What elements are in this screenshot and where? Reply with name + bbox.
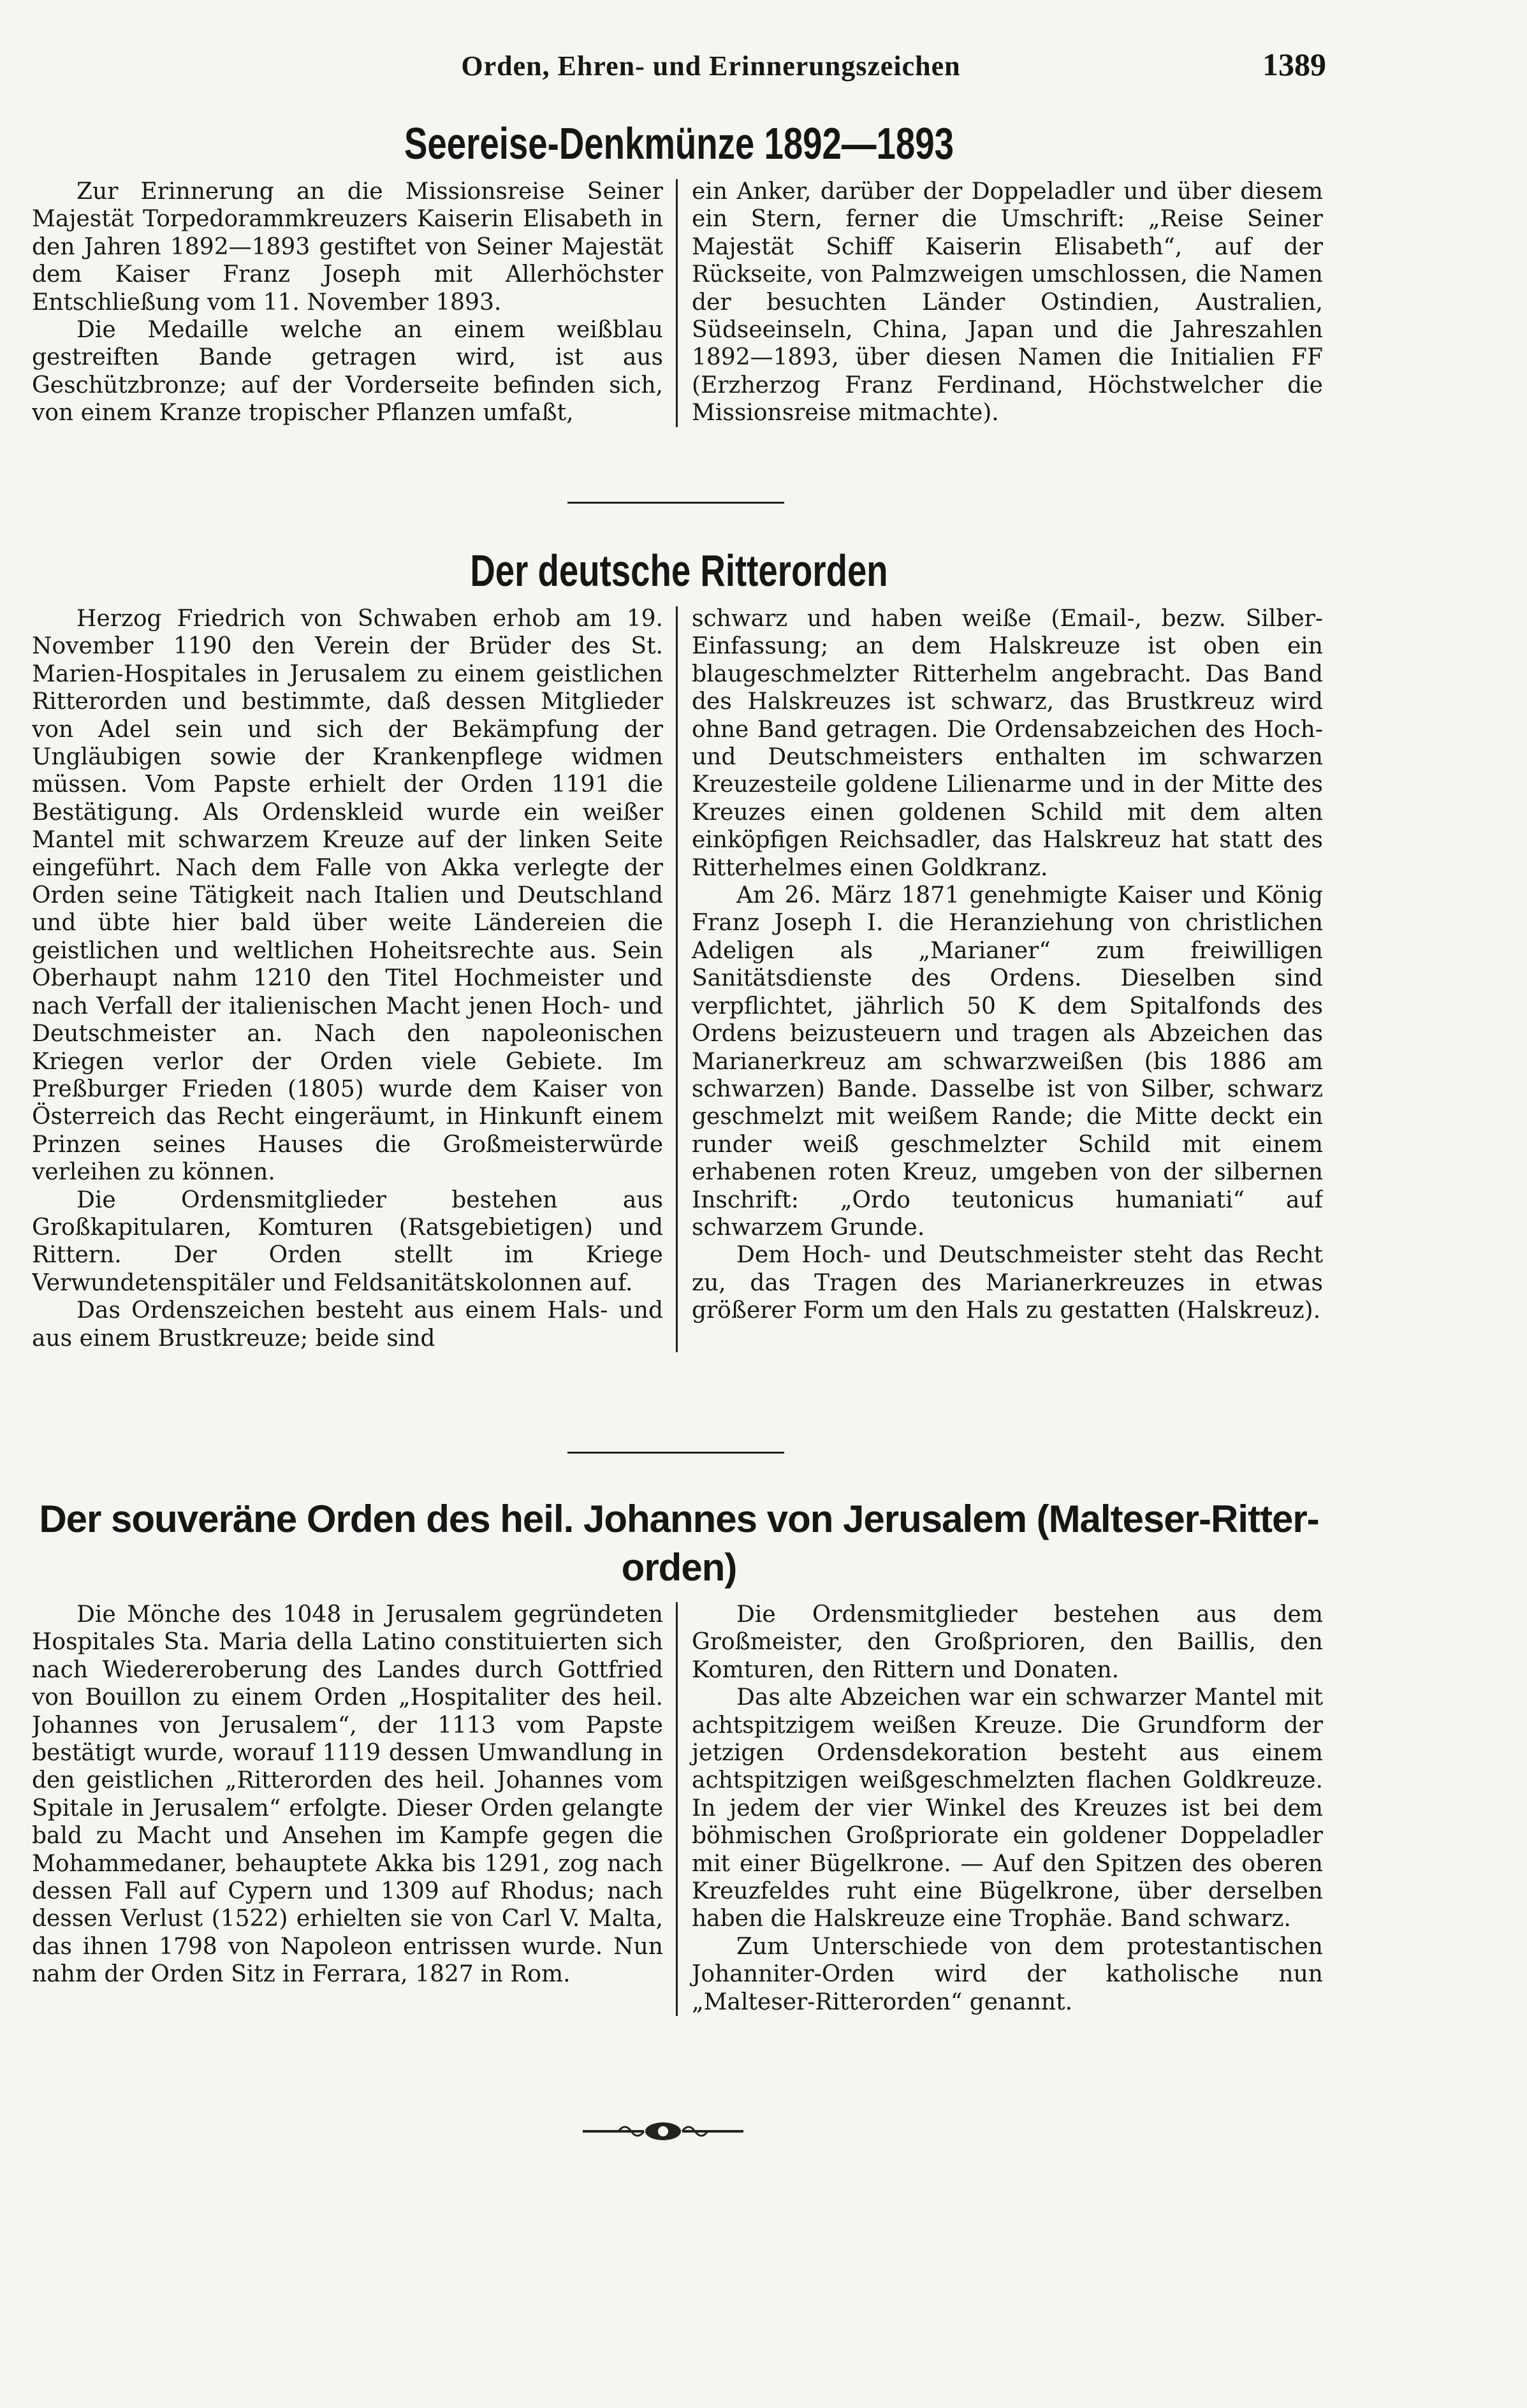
- section-title: Der souveräne Orden des heil. Johannes von Jerusalem (Malteser-Ritter-orden): [39, 1498, 1319, 1589]
- running-title: Orden, Ehren- und Erinnerungszeichen: [461, 50, 961, 82]
- two-column-text: [32, 178, 1326, 427]
- paragraph: Dem Hoch- und Deutschmeister steht das Recht zu, das Tragen des Marianerkreuzes in etwas größerer Form um den Hals zu gestatten (Halskreuz).: [692, 1242, 1323, 1324]
- section-divider: [567, 1452, 784, 1454]
- section-deutscher-ritterorden: [32, 545, 1326, 1352]
- paragraph: Zum Unterschiede von dem protestantischen Johanniter-Orden wird der katholische nun „Malteser-Ritterorden“ genannt.: [692, 1933, 1323, 2015]
- left-column: [32, 178, 676, 427]
- section-title: Der deutsche Ritterorden: [470, 546, 888, 595]
- paragraph: schwarz und haben weiße (Email-, bezw. Silber-Einfassung; an dem Halskreuze ist oben ein blaugeschmelzter Ritterhelm angebracht. Das Band des Halskreuzes ist schwarz, das Brustkreuz wird ohne Band getragen. Die Ordensabzeichen des Hoch- und Deutschmeisters enthalten im schwarzen Kreuzesteile goldene Lilienarme und in der Mitte des Kreuzes einen goldenen Schild mit dem alten einköpfigen Reichsadler, das Halskreuz hat statt des Ritterhelmes einen Goldkranz.: [692, 606, 1323, 881]
- paragraph: Die Ordensmitglieder bestehen aus Großkapitularen, Komturen (Ratsgebietigen) und Rittern. Der Orden stellt im Kriege Verwundetenspitäler und Feldsanitätskolonnen auf.: [32, 1186, 663, 1296]
- right-column: [678, 178, 1323, 427]
- two-column-text: [32, 605, 1326, 1352]
- paragraph: Am 26. März 1871 genehmigte Kaiser und König Franz Joseph I. die Heranziehung von christlichen Adeligen als „Marianer“ zum freiwilligen Sanitätsdienste des Ordens. Dieselben sind verpflichtet, jährlich 50 K dem Spitalfonds des Ordens beizusteuern und tragen als Abzeichen das Marianerkreuz am schwarzweißen (bis 1886 am schwarzen) Bande. Dasselbe ist von Silber, schwarz geschmelzt mit weißem Rande; die Mitte deckt ein runder weiß geschmelzter Schild mit einem erhabenen roten Kreuz, umgeben von der silbernen Inschrift: „Ordo teutonicus humaniati“ auf schwarzem Grunde.: [692, 882, 1323, 1241]
- paragraph: Die Ordensmitglieder bestehen aus dem Großmeister, den Großprioren, den Baillis, den Komturen, den Rittern und Donaten.: [692, 1602, 1323, 1683]
- ornament-icon: [580, 2120, 746, 2143]
- page-number: 1389: [1262, 47, 1326, 82]
- section-title: Seereise-Denkmünze 1892—1893: [404, 119, 954, 168]
- left-column: [32, 1601, 676, 2016]
- section-divider: [567, 502, 784, 504]
- section-seereise: [32, 118, 1326, 427]
- paragraph: Das Ordenszeichen besteht aus einem Hals- und aus einem Brustkreuze; beide sind: [32, 1297, 663, 1352]
- section-malteser-orden: [32, 1495, 1326, 2016]
- running-head: [96, 47, 1326, 88]
- paragraph: ein Anker, darüber der Doppeladler und über diesem ein Stern, ferner die Umschrift: „Reise Seiner Majestät Schiff Kaiserin Elisabeth“, auf der Rückseite, von Palmzweigen umschlossen, die Namen der besuchten Länder Ostindien, Australien, Südseeinseln, China, Japan und die Jahreszahlen 1892—1893, über diesen Namen die Initialien FF (Erzherzog Franz Ferdinand, Höchstwelcher die Missionsreise mitmachte).: [692, 179, 1323, 427]
- right-column: [678, 605, 1323, 1352]
- paragraph: Die Medaille welche an einem weißblau gestreiften Bande getragen wird, ist aus Geschützbronze; auf der Vorderseite befinden sich, von einem Kranze tropischer Pflanzen umfaßt,: [32, 317, 663, 427]
- paragraph: Herzog Friedrich von Schwaben erhob am 19. November 1190 den Verein der Brüder des St. Marien-Hospitales in Jerusalem zu einem geistlichen Ritterorden und bestimmte, daß dessen Mitglieder von Adel sein und sich der Bekämpfung der Ungläubigen sowie der Krankenpflege widmen müssen. Vom Papste erhielt der Orden 1191 die Bestätigung. Als Ordenskleid wurde ein weißer Mantel mit schwarzem Kreuze auf der linken Seite eingeführt. Nach dem Falle von Akka verlegte der Orden seine Tätigkeit nach Italien und Deutschland und übte hier bald über weite Ländereien die geistlichen und weltlichen Hoheitsrechte aus. Sein Oberhaupt nahm 1210 den Titel Hochmeister und nach Verfall der italienischen Macht jenen Hoch- und Deutschmeister an. Nach den napoleonischen Kriegen verlor der Orden viele Gebiete. Im Preßburger Frieden (1805) wurde dem Kaiser von Österreich das Recht eingeräumt, in Hinkunft einem Prinzen seines Hauses die Großmeisterwürde verleihen zu können.: [32, 606, 663, 1186]
- two-column-text: [32, 1601, 1326, 2016]
- paragraph: Die Mönche des 1048 in Jerusalem gegründeten Hospitales Sta. Maria della Latino constituierten sich nach Wiedereroberung des Landes durch Gottfried von Bouillon zu einem Orden „Hospitaliter des heil. Johannes von Jerusalem“, der 1113 vom Papste bestätigt wurde, worauf 1119 dessen Umwandlung in den geistlichen „Ritterorden des heil. Johannes vom Spitale in Jerusalem“ erfolgte. Dieser Orden gelangte bald zu Macht und Ansehen im Kampfe gegen die Mohammedaner, behauptete Akka bis 1291, zog nach dessen Fall auf Cypern und 1309 auf Rhodus; nach dessen Verlust (1522) erhielten sie von Carl V. Malta, das ihnen 1798 von Napoleon entrissen wurde. Nun nahm der Orden Sitz in Ferrara, 1827 in Rom.: [32, 1602, 663, 1988]
- paragraph: Zur Erinnerung an die Missionsreise Seiner Majestät Torpedorammkreuzers Kaiserin Elisabeth in den Jahren 1892—1893 gestiftet von Seiner Majestät dem Kaiser Franz Joseph mit Allerhöchster Entschließung vom 11. November 1893.: [32, 179, 663, 316]
- left-column: [32, 605, 676, 1352]
- right-column: [678, 1601, 1323, 2016]
- paragraph: Das alte Abzeichen war ein schwarzer Mantel mit achtspitzigem weißen Kreuze. Die Grundform der jetzigen Ordensdekoration besteht aus einem achtspitzigen weißgeschmelzten flachen Goldkreuze. In jedem der vier Winkel des Kreuzes ist bei dem böhmischen Großpriorate ein goldener Doppeladler mit einer Bügelkrone. — Auf den Spitzen des oberen Kreuzfeldes ruht eine Bügelkrone, über derselben haben die Halskreuze eine Trophäe. Band schwarz.: [692, 1684, 1323, 1932]
